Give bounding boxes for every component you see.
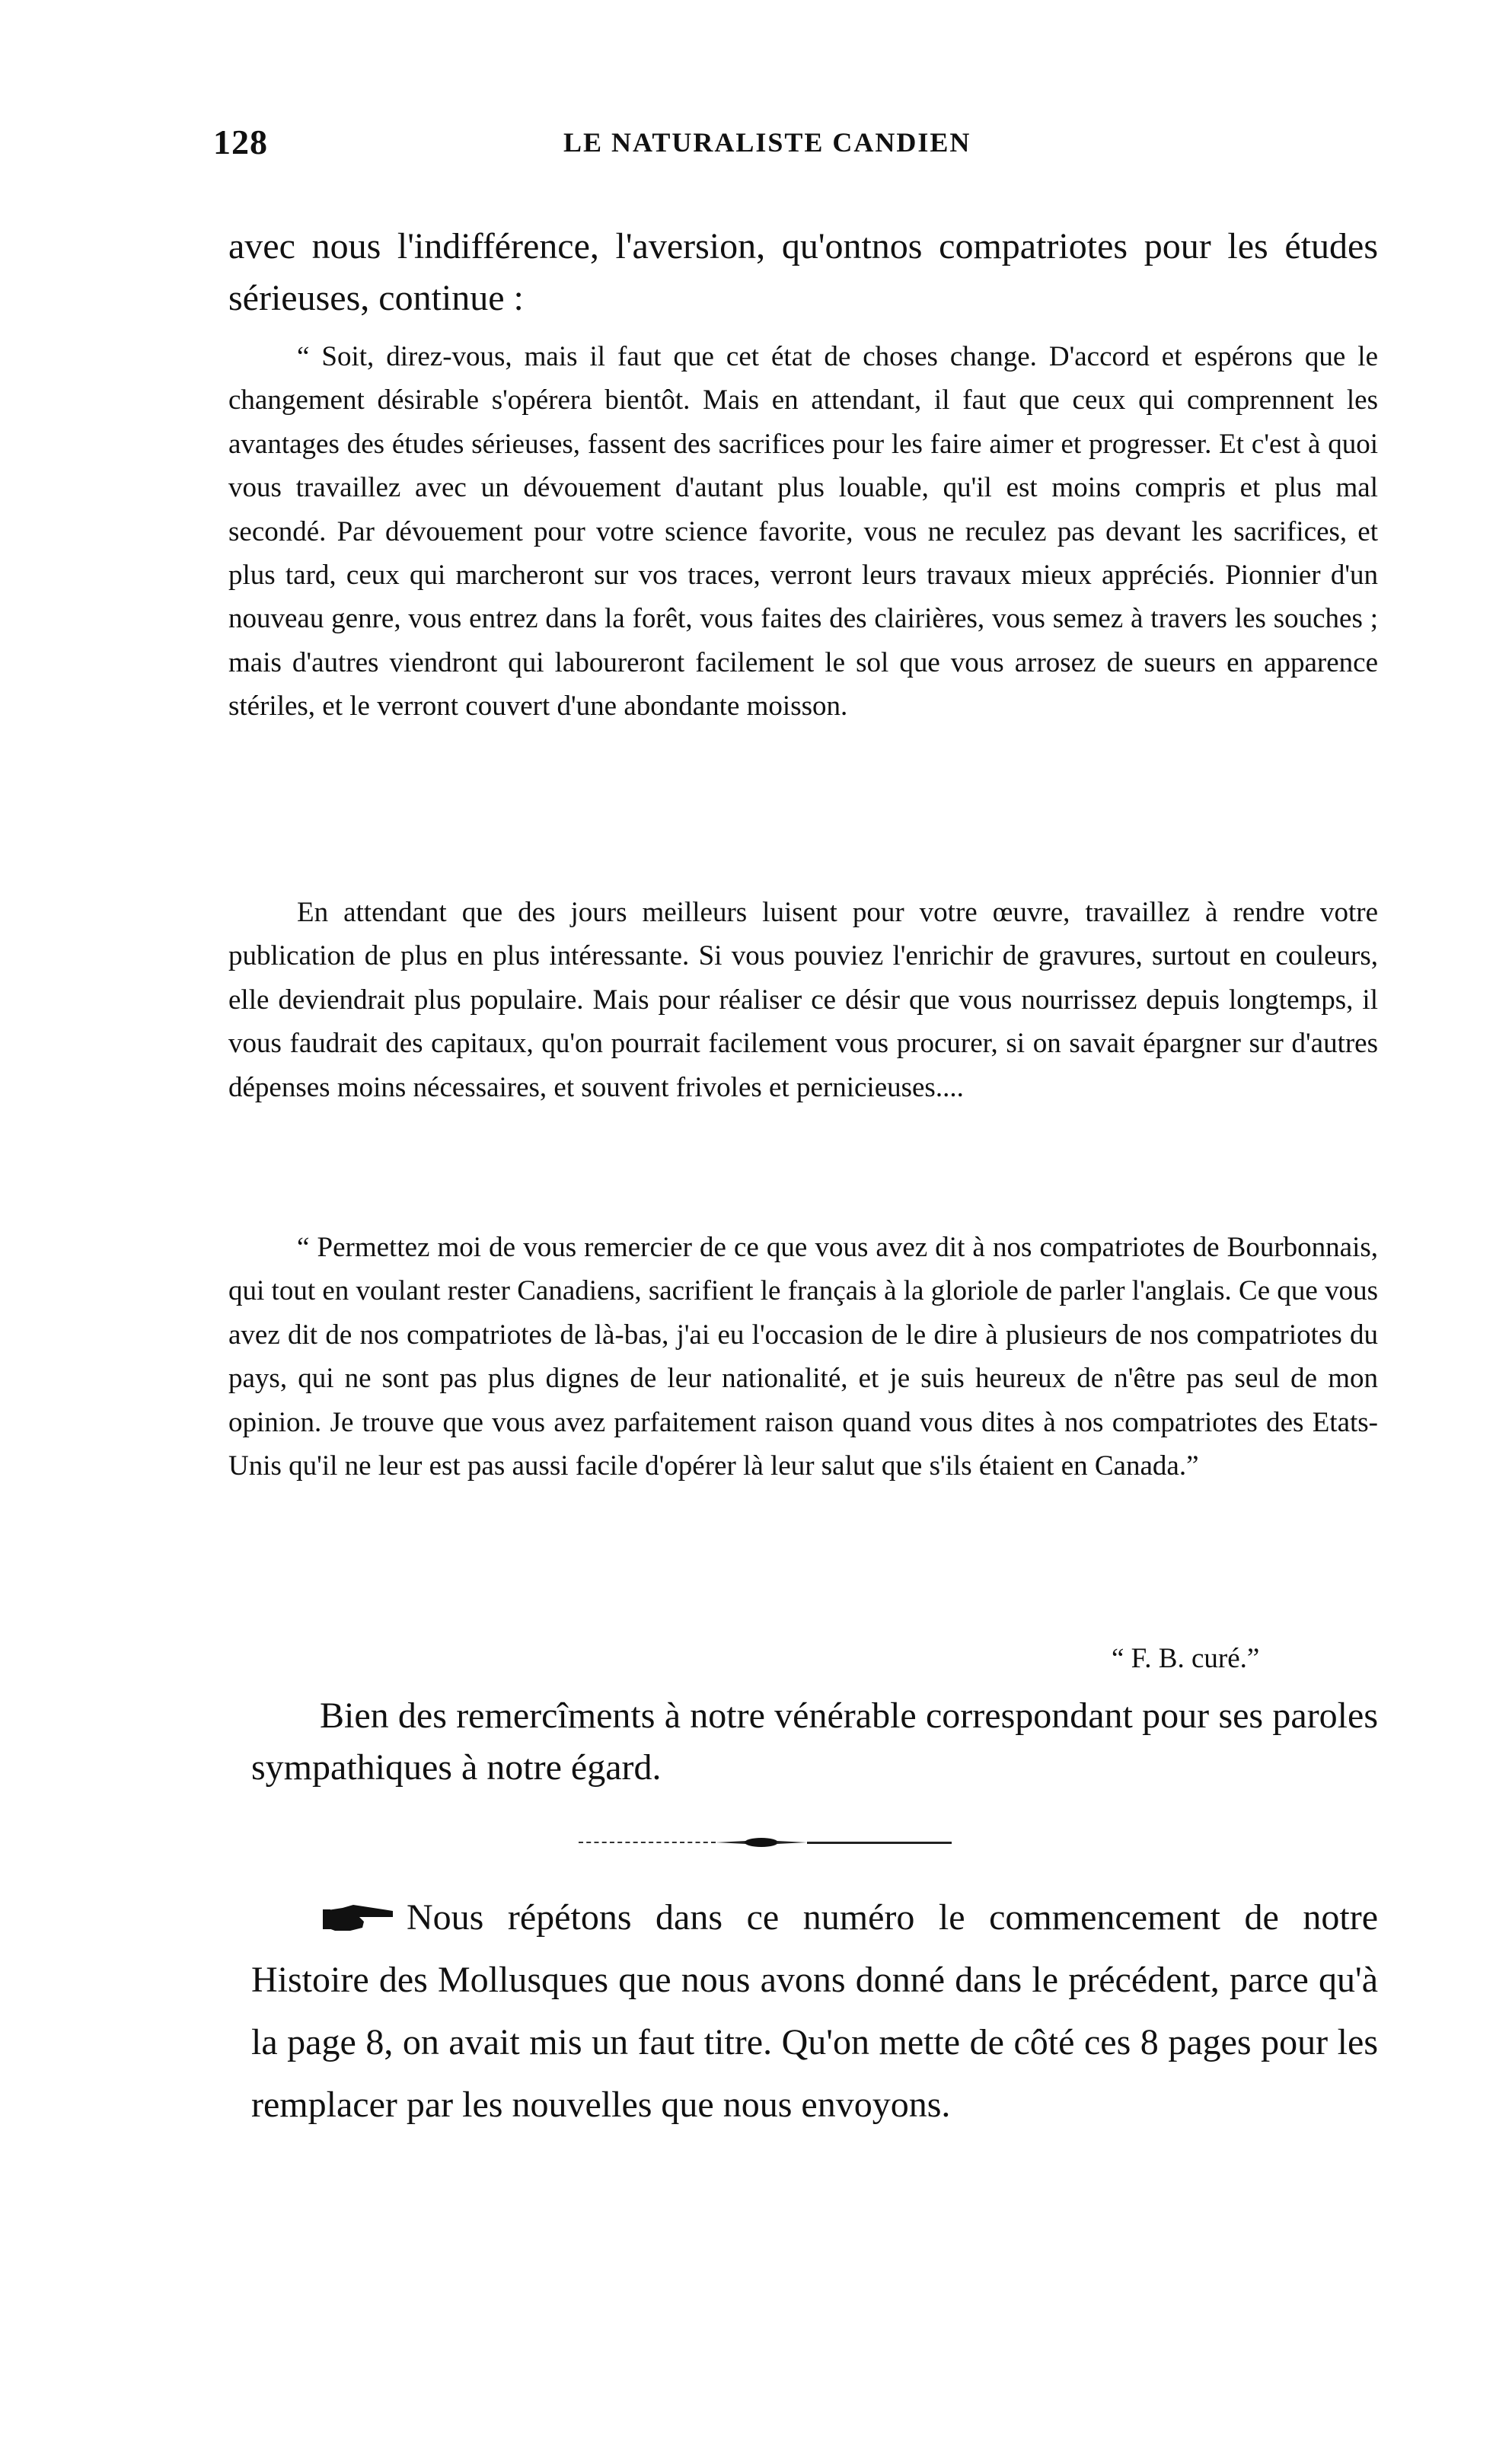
quoted-letter-paragraph-1	[228, 335, 1378, 729]
paragraph-text: “ Soit, direz-vous, mais il faut que cet état de choses change. D'accord et espérons que le changement désirable s'opérera bientôt. Mais en attendant, il faut que ceux qui comprennent les avantages des études sérieuses, fassent des sacrifices pour les faire aimer et progresser. Et c'est à quoi vous travaillez avec un dévouement d'autant plus louable, qu'il est moins compris et plus mal secondé. Par dévouement pour votre science favorite, vous ne reculez pas devant les sacrifices, et plus tard, ceux qui marcheront sur vos traces, verront leurs travaux mieux appréciés. Pionnier d'un nouveau genre, vous entrez dans la forêt, vous faites des clairières, vous semez à travers les souches ; mais d'autres viendront qui laboureront facilement le sol que vous arrosez de sueurs en apparence stériles, et le verront couvert d'une abondante moisson.	[228, 341, 1378, 723]
notice-text-wrapper	[251, 1887, 1378, 2136]
paragraph-text: Nous répétons dans ce numéro le commencement de notre Histoire des Mollusques que nous avons donné dans le précédent, parce qu'à la page 8, on avait mis un faut titre. Qu'on mette de côté ces 8 pages pour les remplacer par les nouvelles que nous envoyons.	[251, 1897, 1378, 2125]
divider-ornament-icon	[716, 1836, 807, 1849]
paragraph-text: “ Permettez moi de vous remercier de ce que vous avez dit à nos compatriotes de Bourbonnais, qui tout en voulant rester Canadiens, sacrifient le français à la gloriole de parler l'anglais. Ce que vous avez dit de nos compatriotes de là-bas, j'ai eu l'occasion de le dire à plusieurs de nos compatriotes du pays, qui ne sont pas plus dignes de leur nationalité, et je suis heureux de n'être pas seul de mon opinion. Je trouve que vous avez parfaitement raison quand vous dites à nos compatriotes des Etats-Unis qu'il ne leur est pas aussi facile d'opérer là leur salut que s'ils étaient en Canada.”	[228, 1232, 1378, 1482]
quoted-letter-paragraph-2	[228, 891, 1378, 1109]
notice-paragraph	[251, 1887, 1378, 2136]
editor-thanks-paragraph	[251, 1690, 1378, 1794]
ornamental-divider	[579, 1835, 952, 1850]
divider-solid-rule	[807, 1842, 952, 1844]
paragraph-text: Bien des remercîments à notre vénérable correspondant pour ses paroles sympathiques à notre égard.	[251, 1695, 1378, 1788]
quoted-letter-paragraph-3	[228, 1226, 1378, 1488]
paragraph-text: avec nous l'indifférence, l'aversion, qu'ontnos compatriotes pour les études sérieuses, continue :	[228, 226, 1378, 318]
running-title: LE NATURALISTE CANDIEN	[563, 127, 971, 158]
pointing-hand-icon	[320, 1900, 396, 1934]
divider-dashed-rule	[579, 1842, 716, 1843]
letter-signature: “ F. B. curé.”	[1112, 1643, 1260, 1674]
paragraph-continuation	[228, 221, 1378, 324]
page-number: 128	[213, 123, 268, 161]
paragraph-text: En attendant que des jours meilleurs luisent pour votre œuvre, travaillez à rendre votre publication de plus en plus intéressante. Si vous pouviez l'enrichir de gravures, surtout en couleurs, elle deviendrait plus populaire. Mais pour réaliser ce désir que vous nourrissez depuis longtemps, il vous faudrait des capitaux, qu'on pourrait facilement vous procurer, si on savait épargner sur d'autres dépenses moins nécessaires, et souvent frivoles et pernicieuses....	[228, 897, 1378, 1103]
page-header	[213, 122, 1386, 175]
